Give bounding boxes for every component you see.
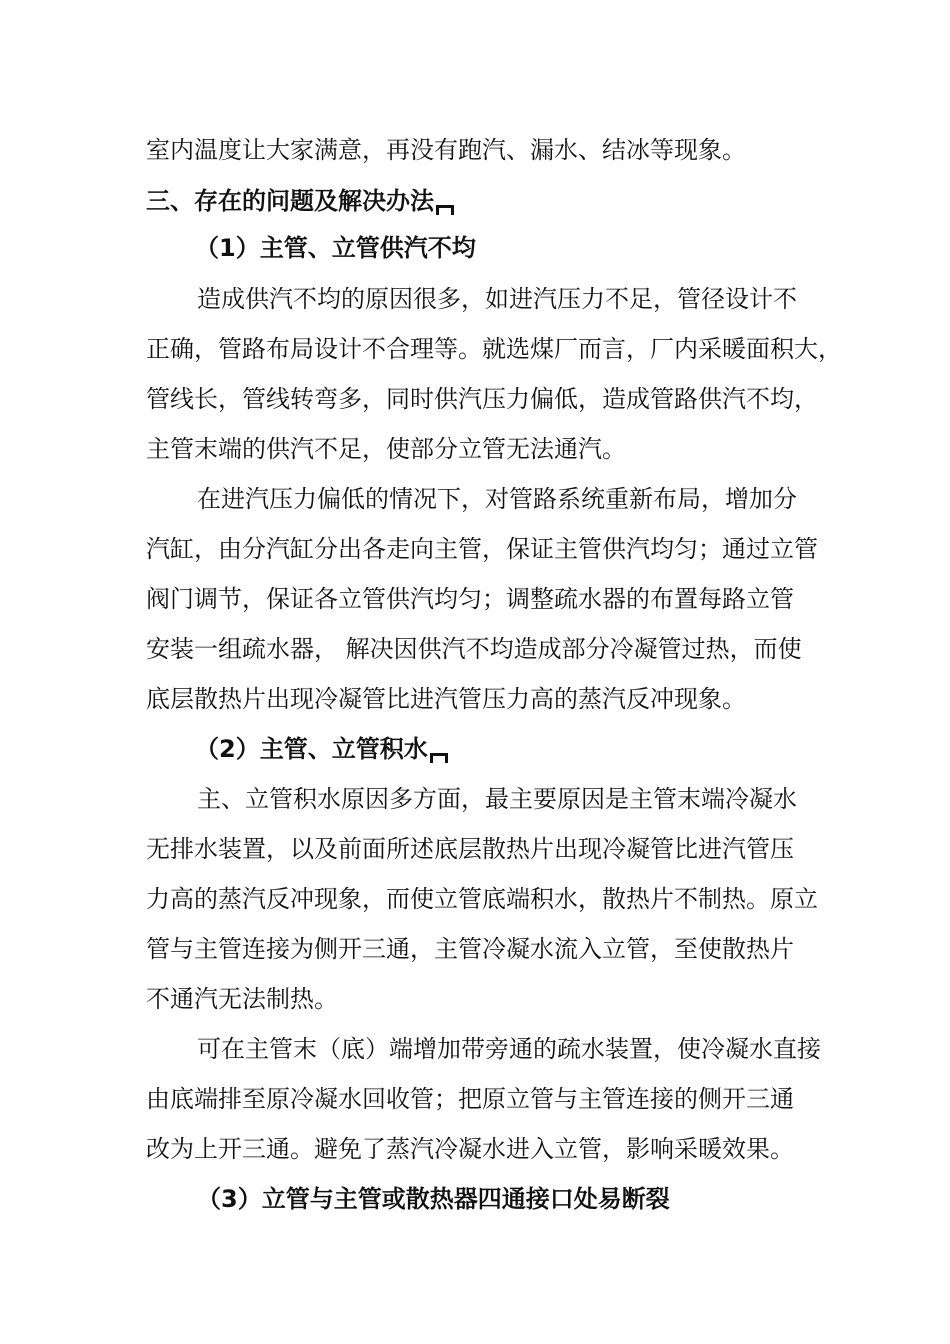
paragraph-line: 在进汽压力偏低的情况下，对管路系统重新布局，增加分 [197, 485, 797, 513]
section-heading [146, 185, 846, 217]
subsection-heading-2 [195, 733, 895, 765]
paragraph-line: 可在主管末（底）端增加带旁通的疏水装置，使冷凝水直接 [197, 1035, 821, 1063]
paragraph-line: 无排水装置，以及前面所述底层散热片出现冷凝管比进汽管压 [146, 835, 794, 863]
paragraph-line: 造成供汽不均的原因很多，如进汽压力不足，管径设计不 [197, 285, 797, 313]
paragraph-line: 改为上开三通。避免了蒸汽冷凝水进入立管，影响采暖效果。 [146, 1135, 794, 1163]
paragraph-line: 由底端排至原冷凝水回收管；把原立管与主管连接的侧开三通 [146, 1085, 794, 1113]
paragraph-line: 汽缸，由分汽缸分出各走向主管，保证主管供汽均匀；通过立管 [146, 535, 818, 563]
paragraph-line: 管线长，管线转弯多，同时供汽压力偏低，造成管路供汽不均， [146, 385, 818, 413]
paragraph-line: 力高的蒸汽反冲现象，而使立管底端积水，散热片不制热。原立 [146, 885, 818, 913]
paragraph-line: 不通汽无法制热。 [146, 985, 338, 1013]
paragraph-line: 管与主管连接为侧开三通，主管冷凝水流入立管，至使散热片 [146, 935, 794, 963]
subsection-heading-1: （1）主管、立管供汽不均 [195, 234, 476, 262]
paragraph-line: 底层散热片出现冷凝管比进汽管压力高的蒸汽反冲现象。 [146, 685, 746, 713]
subsection-heading-2-text: （2）主管、立管积水 [195, 735, 428, 763]
paragraph-line: 主、立管积水原因多方面，最主要原因是主管末端冷凝水 [197, 785, 797, 813]
paragraph-line: 阀门调节，保证各立管供汽均匀；调整疏水器的布置每路立管 [146, 585, 794, 613]
paragraph-line: 正确，管路布局设计不合理等。就选煤厂而言，厂内采暖面积大， [146, 335, 842, 363]
paragraph-line: 安装一组疏水器， 解决因供汽不均造成部分冷凝管过热，而使 [146, 635, 802, 663]
subsection-mark-icon [430, 753, 448, 763]
paragraph-line: 主管末端的供汽不足，使部分立管无法通汽。 [146, 435, 626, 463]
section-heading-text: 三、存在的问题及解决办法 [146, 187, 434, 215]
section-mark-icon [436, 205, 454, 215]
subsection-heading-3: （3）立管与主管或散热器四通接口处易断裂 [197, 1185, 670, 1213]
paragraph-line: 室内温度让大家满意，再没有跑汽、漏水、结冰等现象。 [146, 136, 746, 164]
